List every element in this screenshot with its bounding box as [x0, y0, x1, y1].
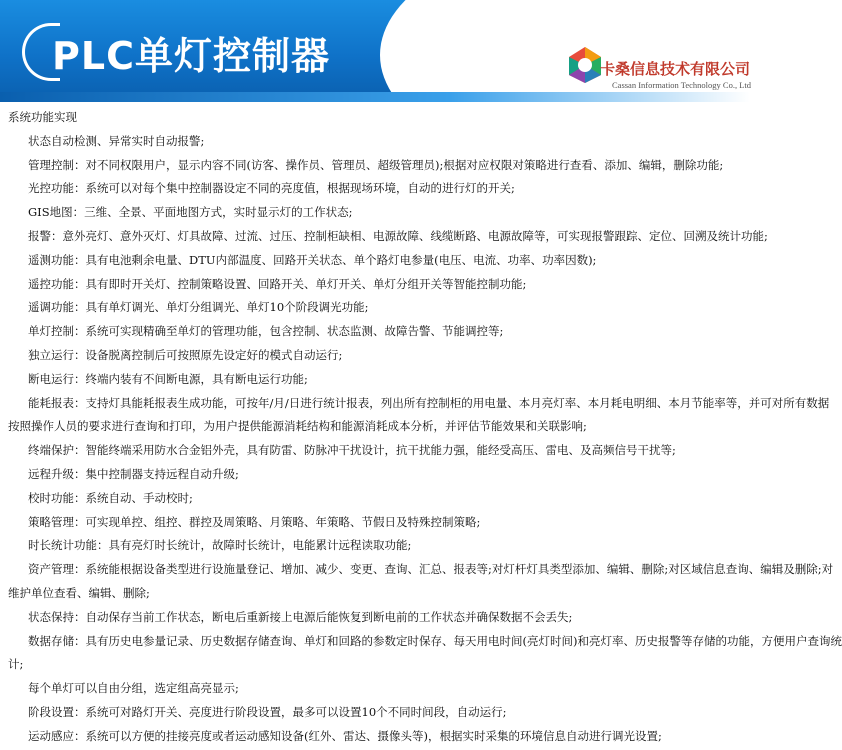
asset-management-continuation: 维护单位查看、编辑、删除;	[8, 585, 150, 600]
feature-line: 遥调功能：具有单灯调光、单灯分组调光、单灯10个阶段调光功能;	[28, 300, 369, 315]
feature-line: 单灯控制：系统可实现精确至单灯的管理功能，包含控制、状态监测、故障告警、节能调控等;	[28, 324, 504, 339]
section-heading: 系统功能实现	[8, 110, 77, 124]
data-storage-continuation: 计;	[8, 657, 24, 672]
feature-line: 终端保护：智能终端采用防水合金铝外壳，具有防雷、防脉冲干扰设计，抗干扰能力强，能经受高压、雷电、及高频信号干扰等;	[28, 443, 676, 458]
energy-report-line: 能耗报表：支持灯具能耗报表生成功能，可按年/月/日进行统计报表，列出所有控制柜的用电量、本月亮灯率、本月耗电明细、本月节能率等，并可对所有数据	[28, 395, 830, 410]
company-name-cn: 卡桑信息技术有限公司	[600, 60, 751, 78]
feature-list	[8, 106, 842, 749]
company-name-en: Cassan Information Technology Co., Ltd	[612, 80, 752, 90]
title-group	[22, 22, 330, 82]
feature-line: 每个单灯可以自由分组，选定组高亮显示;	[28, 681, 239, 696]
feature-line: 遥测功能：具有电池剩余电量、DTU内部温度、回路开关状态、单个路灯电参量(电压、电流、功率、功率因数);	[28, 252, 597, 267]
header-swoosh	[0, 92, 750, 102]
feature-line: 策略管理：可实现单控、组控、群控及周策略、月策略、年策略、节假日及特殊控制策略;	[28, 514, 481, 529]
feature-line: 断电运行：终端内装有不间断电源，具有断电运行功能;	[28, 371, 308, 386]
feature-line: 报警：意外亮灯、意外灭灯、灯具故障、过流、过压、控制柜缺相、电源故障、线缆断路、电源故障等，可实现报警跟踪、定位、回溯及统计功能;	[28, 228, 768, 243]
feature-line: 时长统计功能：具有亮灯时长统计，故障时长统计，电能累计远程读取功能;	[28, 538, 412, 553]
feature-line: 独立运行：设备脱离控制后可按照原先设定好的模式自动运行;	[28, 347, 343, 362]
page-title: PLC单灯控制器	[52, 33, 330, 78]
feature-line: 阶段设置：系统可对路灯开关、亮度进行阶段设置，最多可以设置10个不同时间段，自动运行;	[28, 704, 507, 719]
asset-management-line: 资产管理：系统能根据设备类型进行设施量登记、增加、减少、变更、查询、汇总、报表等;对灯杆灯具类型添加、编辑、删除;对区域信息查询、编辑及删除;对	[28, 562, 834, 577]
energy-report-continuation: 按照操作人员的要求进行查询和打印，为用户提供能源消耗结构和能源消耗成本分析，并评估节能效果和关联影响;	[8, 419, 587, 434]
company-logo-icon	[565, 45, 605, 85]
header-banner	[0, 0, 750, 102]
feature-line: 远程升级：集中控制器支持远程自动升级;	[28, 466, 239, 481]
feature-line: 光控功能：系统可以对每个集中控制器设定不同的亮度值，根据现场环境，自动的进行灯的开关;	[28, 181, 515, 196]
feature-line: 状态自动检测、异常实时自动报警;	[28, 133, 205, 148]
state-retention-line: 状态保持：自动保存当前工作状态，断电后重新接上电源后能恢复到断电前的工作状态并确保数据不会丢失;	[28, 609, 573, 624]
data-storage-line: 数据存储：具有历史电参量记录、历史数据存储查询、单灯和回路的参数定时保存、每天用电时间(亮灯时间)和亮灯率、历史报警等存储的功能，方便用户查询统	[28, 633, 842, 648]
feature-line: 遥控功能：具有即时开关灯、控制策略设置、回路开关、单灯开关、单灯分组开关等智能控制功能;	[28, 276, 527, 291]
feature-line: 管理控制：对不同权限用户，显示内容不同(访客、操作员、管理员、超级管理员);根据对应权限对策略进行查看、添加、编辑，删除功能;	[28, 157, 724, 172]
feature-line: 校时功能：系统自动、手动校时;	[28, 490, 193, 505]
feature-line: 运动感应：系统可以方便的挂接亮度或者运动感知设备(红外、雷达、摄像头等)，根据实时采集的环境信息自动进行调光设置;	[28, 728, 662, 743]
feature-line: GIS地图：三维、全景、平面地图方式，实时显示灯的工作状态;	[28, 205, 353, 220]
